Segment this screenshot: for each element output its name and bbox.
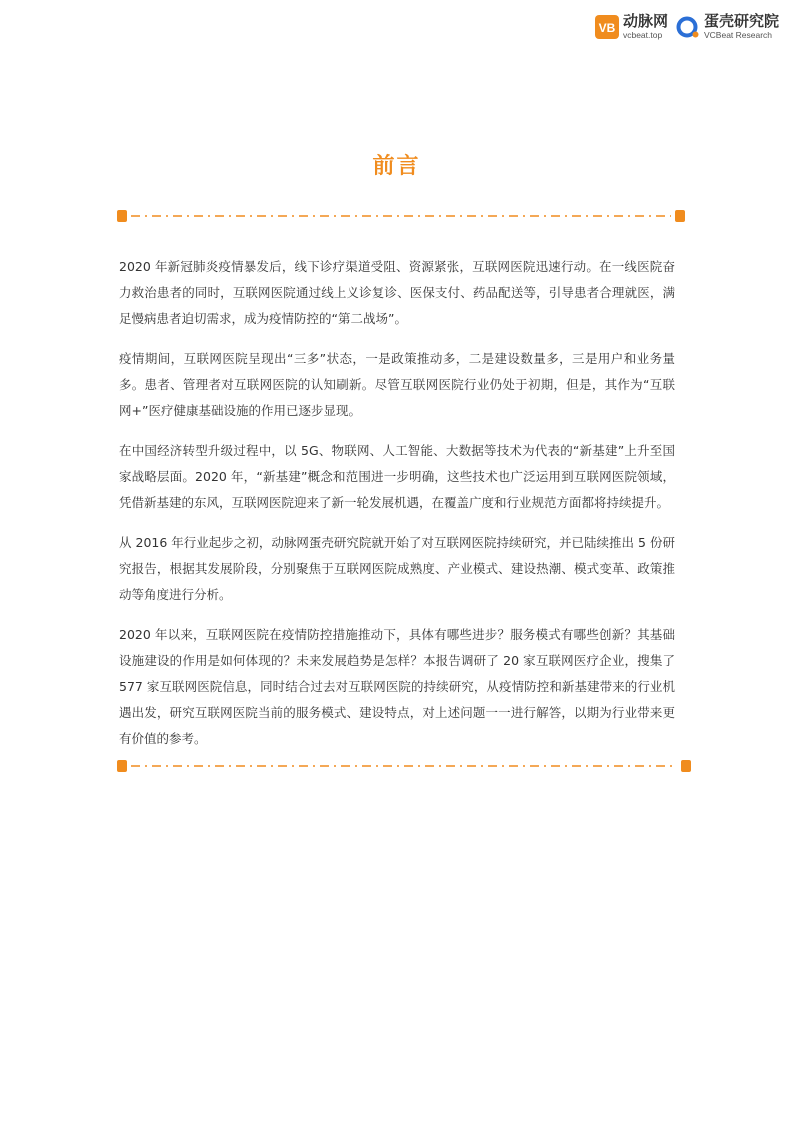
paragraph-5: 2020 年以来，互联网医院在疫情防控措施推动下，具体有哪些进步？服务模式有哪些创新？其基础设施建设的作用是如何体现的？未来发展趋势是怎样？本报告调研了 20 家互联网医疗企业，搜集了 577 家互联网医院信息，同时结合过去对互联网医院的持续研究，从疫情防控和新基建带来的行业机遇出发，研究互联网医院当前的服务模式、建设特点，对上述问题一一进行解答，以期为行业带来更有价值的参考。 [119, 627, 675, 746]
paragraph-4: 从 2016 年行业起步之初，动脉网蛋壳研究院就开始了对互联网医院持续研究，并已陆续推出 5 份研究报告，根据其发展阶段，分别聚焦于互联网医院成熟度、产业模式、建设热潮、模式变革、政策推动等角度进行分析。 [119, 535, 675, 602]
header-brands [595, 14, 779, 40]
vcbeat-research-brand [668, 14, 779, 40]
page-title: 前言 [372, 154, 421, 179]
paragraph-2: 疫情期间，互联网医院呈现出“三多”状态，一是政策推动多，二是建设数量多，三是用户和业务量多。患者、管理者对互联网医院的认知刷新。尽管互联网医院行业仍处于初期，但是，其作为“互联网+”医疗健康基础设施的作用已逐步显现。 [119, 351, 675, 418]
vcbeat-brand [595, 14, 668, 40]
vcbeat-research-name: 蛋壳研究院 [703, 12, 779, 30]
top-divider [117, 209, 685, 223]
bottom-divider [117, 759, 691, 773]
vcbeat-url: vcbeat.top [622, 30, 663, 40]
vb-logo-icon [595, 15, 619, 39]
paragraph-1: 2020 年新冠肺炎疫情暴发后，线下诊疗渠道受阻、资源紧张，互联网医院迅速行动。在一线医院奋力救治患者的同时，互联网医院通过线上义诊复诊、医保支付、药品配送等，引导患者合理就医，满足慢病患者迫切需求，成为疫情防控的“第二战场”。 [119, 259, 675, 326]
preface-body [119, 254, 675, 766]
egg-logo-icon [676, 15, 700, 39]
vb-logo-text: VB [598, 20, 616, 35]
vcbeat-research-sub: VCBeat Research [703, 30, 773, 40]
vcbeat-name: 动脉网 [622, 12, 668, 30]
paragraph-3: 在中国经济转型升级过程中，以 5G、物联网、人工智能、大数据等技术为代表的“新基建”上升至国家战略层面。2020 年，“新基建”概念和范围进一步明确，这些技术也广泛运用到互联网医院领域，凭借新基建的东风，互联网医院迎来了新一轮发展机遇，在覆盖广度和行业规范方面都将持续提升。 [119, 443, 675, 510]
